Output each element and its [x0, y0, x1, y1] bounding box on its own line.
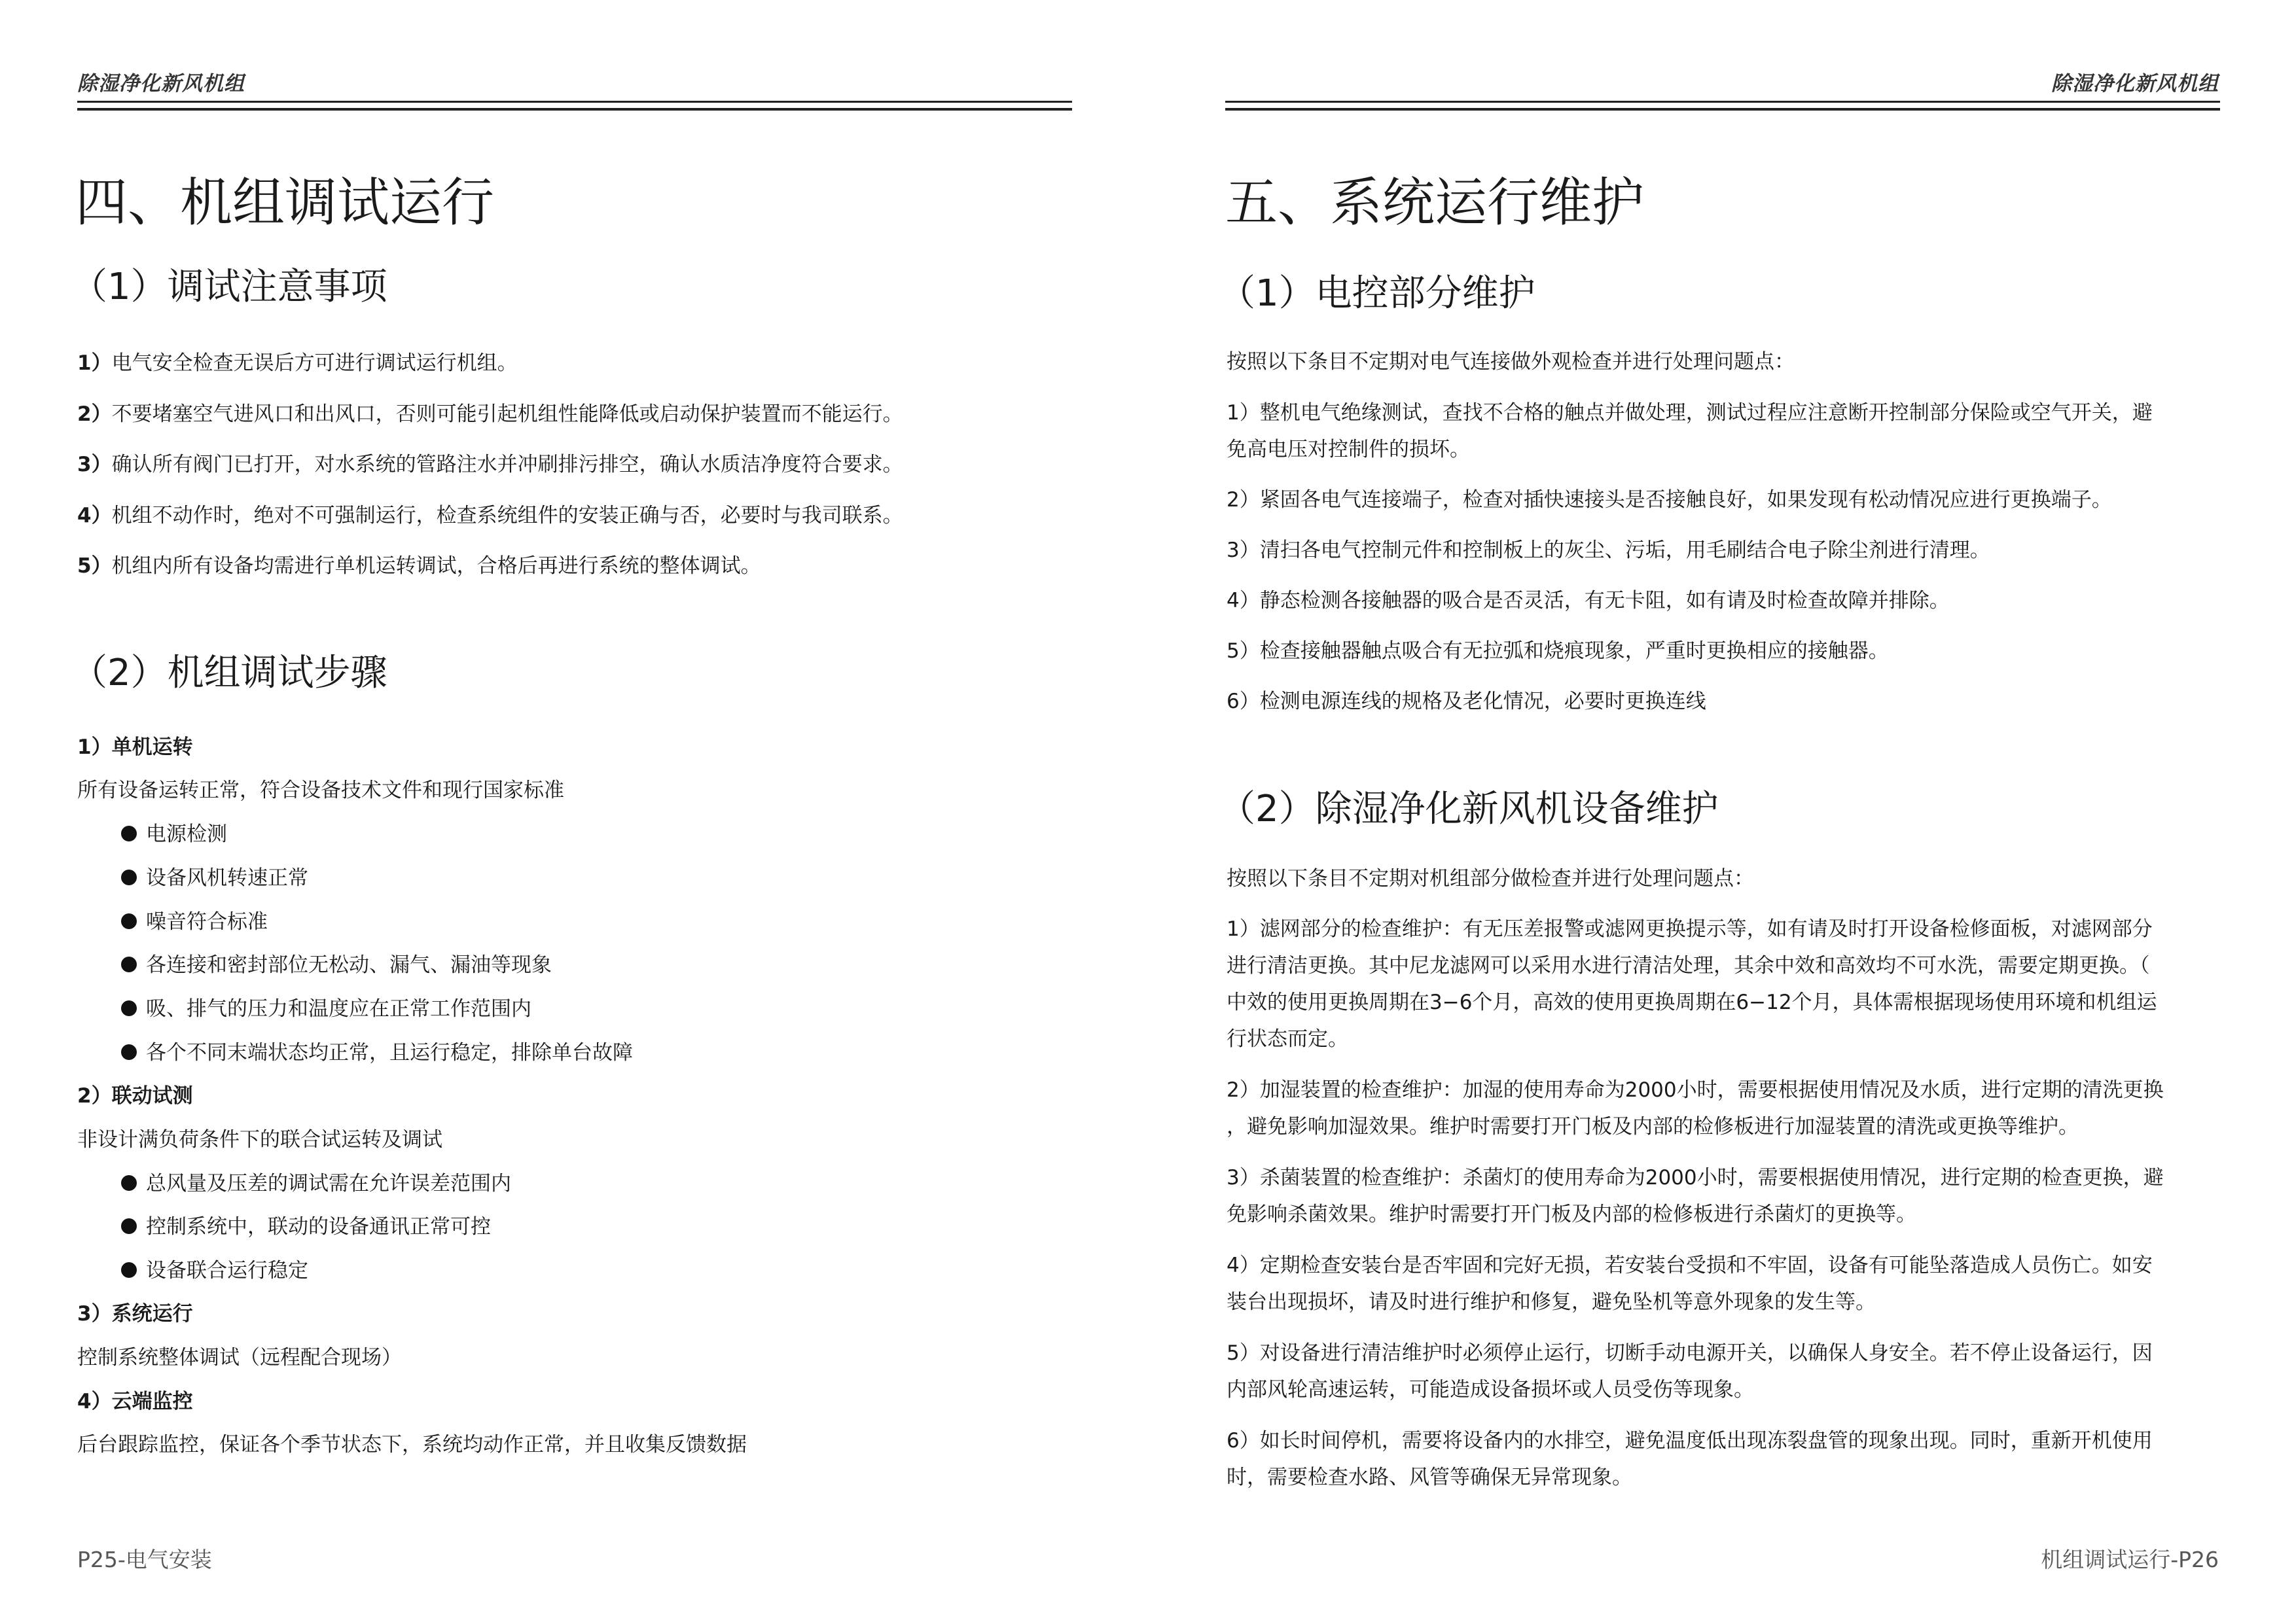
header-rule-thin: [77, 101, 1072, 103]
bullet-item: 吸、排气的压力和温度应在正常工作范围内: [121, 997, 531, 1021]
text-line: 4）静态检测各接触器的吸合是否灵活，有无卡阻，如有请及时检查故障并排除。: [1227, 589, 1950, 612]
step-desc: 非设计满负荷条件下的联合试运转及调试: [77, 1128, 442, 1152]
bullet-item: 总风量及压差的调试需在允许误差范围内: [121, 1172, 511, 1196]
intro-text: 按照以下条目不定期对机组部分做检查并进行处理问题点：: [1227, 867, 1754, 891]
text-line: 免影响杀菌效果。维护时需要打开门板及内部的检修板进行杀菌灯的更换等。: [1227, 1203, 1916, 1226]
bullet-icon: [121, 1175, 137, 1191]
step-desc: 控制系统整体调试（远程配合现场）: [77, 1346, 402, 1369]
bullet-item: 各连接和密封部位无松动、漏气、漏油等现象: [121, 953, 552, 978]
list-item: 5）机组内所有设备均需进行单机运转调试，合格后再进行系统的整体调试。: [77, 554, 761, 578]
header-rule-thick: [1225, 108, 2220, 111]
bullet-item: 各个不同末端状态均正常，且运行稳定，排除单台故障: [121, 1041, 633, 1065]
bullet-item: 设备联合运行稳定: [121, 1259, 308, 1283]
section-heading: （1）电控部分维护: [1219, 272, 1535, 315]
text-line: 2）紧固各电气连接端子，检查对插快速接头是否接触良好，如果发现有松动情况应进行更换端子。: [1227, 488, 2112, 512]
right-page: [1148, 0, 2296, 1624]
header-brand: 除湿净化新风机组: [77, 72, 245, 96]
header-brand: 除湿净化新风机组: [2051, 72, 2219, 96]
chapter-title: 四、机组调试运行: [75, 172, 494, 233]
text-line: 中效的使用更换周期在3−6个月，高效的使用更换周期在6−12个月，具体需根据现场使用环境和机组运: [1227, 991, 2157, 1014]
page-footer: P25-电气安装: [77, 1547, 212, 1572]
bullet-item: 控制系统中，联动的设备通讯正常可控: [121, 1215, 491, 1239]
bullet-item: 电源检测: [121, 822, 227, 847]
bullet-icon: [121, 1000, 137, 1016]
header-rule-thick: [77, 108, 1072, 111]
list-item: 1）电气安全检查无误后方可进行调试运行机组。: [77, 351, 518, 375]
text-line: 1）整机电气绝缘测试，查找不合格的触点并做处理，测试过程应注意断开控制部分保险或空气开关，避: [1227, 401, 2153, 425]
text-line: 3）杀菌装置的检查维护：杀菌灯的使用寿命为2000小时，需要根据使用情况，进行定期的检查更换，避: [1227, 1166, 2164, 1190]
bullet-item: 噪音符合标准: [121, 910, 268, 934]
text-line: 5）检查接触器触点吸合有无拉弧和烧痕现象，严重时更换相应的接触器。: [1227, 639, 1889, 663]
text-line: 2）加湿装置的检查维护：加湿的使用寿命为2000小时，需要根据使用情况及水质，进行定期的清洗更换: [1227, 1078, 2164, 1102]
bullet-icon: [121, 870, 137, 885]
text-line: 行状态而定。: [1227, 1027, 1348, 1051]
intro-text: 按照以下条目不定期对电气连接做外观检查并进行处理问题点：: [1227, 350, 1795, 374]
bullet-icon: [121, 1044, 137, 1060]
step-title: 2）联动试测: [77, 1084, 193, 1108]
header-rule-thin: [1225, 101, 2220, 103]
list-item: 4）机组不动作时，绝对不可强制运行，检查系统组件的安装正确与否，必要时与我司联系。: [77, 504, 903, 527]
bullet-icon: [121, 1218, 137, 1234]
bullet-icon: [121, 957, 137, 972]
step-title: 1）单机运转: [77, 735, 193, 759]
section-heading: （2）除湿净化新风机设备维护: [1219, 788, 1719, 830]
text-line: 3）清扫各电气控制元件和控制板上的灰尘、污垢，用毛刷结合电子除尘剂进行清理。: [1227, 538, 1990, 562]
page-footer: 机组调试运行-P26: [2041, 1547, 2219, 1572]
text-line: 5）对设备进行清洁维护时必须停止运行，切断手动电源开关，以确保人身安全。若不停止设备运行，因: [1227, 1341, 2153, 1365]
step-title: 3）系统运行: [77, 1302, 193, 1326]
step-desc: 所有设备运转正常，符合设备技术文件和现行国家标准: [77, 779, 564, 802]
bullet-icon: [121, 826, 137, 841]
text-line: 装台出现损坏，请及时进行维护和修复，避免坠机等意外现象的发生等。: [1227, 1290, 1876, 1314]
list-item: 2）不要堵塞空气进风口和出风口，否则可能引起机组性能降低或启动保护装置而不能运行。: [77, 402, 903, 426]
bullet-item: 设备风机转速正常: [121, 866, 308, 891]
bullet-icon: [121, 1262, 137, 1278]
step-desc: 后台跟踪监控，保证各个季节状态下，系统均动作正常，并且收集反馈数据: [77, 1433, 747, 1456]
step-title: 4）云端监控: [77, 1390, 193, 1413]
section-heading: （1）调试注意事项: [71, 266, 387, 308]
text-line: 6）如长时间停机，需要将设备内的水排空，避免温度低出现冻裂盘管的现象出现。同时，重新开机使用: [1227, 1429, 2153, 1453]
chapter-title: 五、系统运行维护: [1225, 172, 1644, 233]
text-line: 免高电压对控制件的损坏。: [1227, 438, 1470, 461]
section-heading: （2）机组调试步骤: [71, 652, 387, 694]
list-item: 3）确认所有阀门已打开，对水系统的管路注水并冲刷排污排空，确认水质洁净度符合要求。: [77, 453, 903, 476]
text-line: ，避免影响加湿效果。维护时需要打开门板及内部的检修板进行加湿装置的清洗或更换等维护。: [1227, 1115, 2079, 1139]
text-line: 6）检测电源连线的规格及老化情况，必要时更换连线: [1227, 690, 1706, 713]
text-line: 1）滤网部分的检查维护：有无压差报警或滤网更换提示等，如有请及时打开设备检修面板，对滤网部分: [1227, 917, 2153, 941]
bullet-icon: [121, 913, 137, 929]
text-line: 时，需要检查水路、风管等确保无异常现象。: [1227, 1466, 1632, 1489]
text-line: 进行清洁更换。其中尼龙滤网可以采用水进行清洁处理，其余中效和高效均不可水洗，需要定期更换。（: [1227, 954, 2150, 978]
text-line: 4）定期检查安装台是否牢固和完好无损，若安装台受损和不牢固，设备有可能坠落造成人员伤亡。如安: [1227, 1254, 2153, 1277]
text-line: 内部风轮高速运转，可能造成设备损坏或人员受伤等现象。: [1227, 1378, 1754, 1402]
